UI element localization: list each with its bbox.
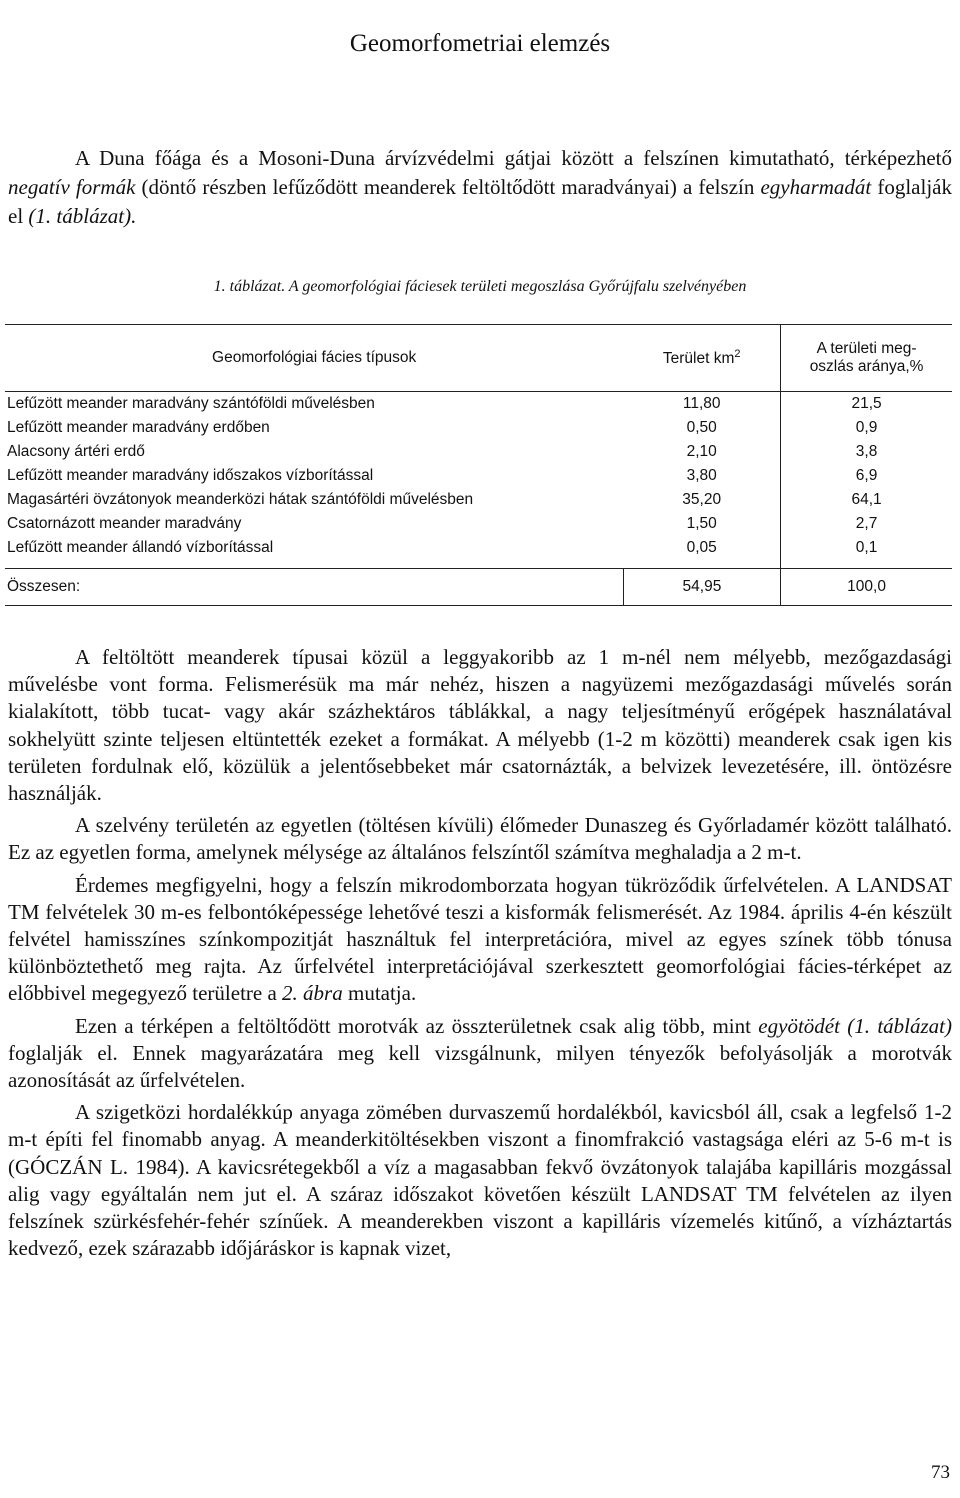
row-type: Lefűzött meander állandó vízborítással xyxy=(7,539,274,556)
table-caption: 1. táblázat. A geomorfológiai fáciesek területi megoszlása Győrújfalu szelvényében xyxy=(213,278,747,295)
row-area: 11,80 xyxy=(682,395,721,412)
row-type: Lefűzött meander maradvány erdőben xyxy=(7,419,270,436)
header-share-line2: oszlás aránya,% xyxy=(809,358,924,375)
facies-table xyxy=(5,324,952,606)
header-area-sup: 2 xyxy=(734,347,741,360)
intro-italic-2: egyharmadát xyxy=(760,175,872,199)
table-total-row xyxy=(5,569,952,606)
row-type: Alacsony ártéri erdő xyxy=(7,443,145,460)
row-share: 3,8 xyxy=(781,440,952,464)
body-text xyxy=(8,644,952,1267)
row-area: 0,05 xyxy=(686,539,717,556)
row-type: Csatornázott meander maradvány xyxy=(7,515,242,532)
table-row xyxy=(5,464,952,488)
page-title: Geomorfometriai elemzés xyxy=(349,30,611,57)
intro-italic-3: (1. táblázat). xyxy=(28,204,137,228)
row-share: 0,1 xyxy=(781,536,952,569)
table-row xyxy=(5,488,952,512)
intro-paragraph xyxy=(8,144,952,231)
row-area: 0,50 xyxy=(686,419,717,436)
table-row xyxy=(5,416,952,440)
intro-italic-1: negatív formák xyxy=(8,175,136,199)
row-area: 2,10 xyxy=(686,443,717,460)
row-share: 6,9 xyxy=(781,464,952,488)
total-share: 100,0 xyxy=(781,569,952,606)
row-type: Magasártéri övzátonyok meanderközi hátak szántóföldi művelésben xyxy=(7,491,474,508)
row-type: Lefűzött meander maradvány szántóföldi művelésben xyxy=(7,395,375,412)
paragraph-3-end: mutatja. xyxy=(342,981,417,1006)
paragraph-1: A feltöltött meanderek típusai közül a leggyakoribb az 1 m-nél nem mélyebb, mezőgazdasági művelésbe vont forma. Felismerésük ma már nehéz, hiszen a nagyüzemi mezőgazdasági művelés során kialakított, több tucat- vagy akár százhektáros táblákkal, a nagy teljesítményű erőgépek használatával sokhelyütt szinte teljesen eltüntették ezeket a formákat. A mélyebb (1-2 m közötti) meanderek csak igen kis területen fordulnak elő, közülük a jelentősebbeket már csatornázták, a belvizek levezetésére, ill. öntözésre használják. xyxy=(8,645,952,806)
row-share: 2,7 xyxy=(781,512,952,536)
table-row xyxy=(5,440,952,464)
paragraph-4-italic: egyötödét (1. táblázat) xyxy=(758,1013,952,1038)
intro-text-3: foglalják el xyxy=(8,175,952,228)
paragraph-4-text-a: Ezen a térképen a feltöltődött morotvák az összterületnek csak alig több, mint xyxy=(75,1013,759,1038)
total-label: Összesen: xyxy=(7,578,81,595)
row-share: 21,5 xyxy=(781,392,952,417)
paragraph-5: A szigetközi hordalékkúp anyaga zömében durvaszemű hordalékból, kavicsból áll, csak a legfelső 1-2 m-t építi fel finomabb anyag. A meanderkitöltésekben viszont a finomfrakció vastagsága eléri az 5-6 m-t is (GÓCZÁN L. 1984). A kavicsrétegekből a víz a magasabban fekvő övzátonyok talajába kapilláris mozgással alig vagy egyáltalán nem jut el. A száraz időszakot követően készült LANDSAT TM felvételen az ilyen felszínek szürkésfehér-fehér színűek. A meanderekben viszont a kapilláris vízemelés kitűnő, a vízháztartás kedvező, ezek szárazabb időjáráskor is kapnak vizet, xyxy=(8,1100,952,1261)
header-area xyxy=(623,325,780,392)
row-type: Lefűzött meander maradvány időszakos vízborítással xyxy=(7,467,374,484)
header-share xyxy=(781,325,952,392)
facies-table-wrapper xyxy=(5,324,952,606)
row-area: 3,80 xyxy=(686,467,717,484)
row-share: 64,1 xyxy=(781,488,952,512)
paragraph-4-text-b: foglalják el. Ennek magyarázatára meg kell vizsgálnunk, milyen tényezők befolyásolják a morotvák azonosítását az űrfelvételen. xyxy=(8,1040,952,1093)
header-area-label: Terület km xyxy=(662,350,735,368)
table-row xyxy=(5,512,952,536)
table-row xyxy=(5,392,952,417)
paragraph-4 xyxy=(8,1013,952,1095)
row-area: 35,20 xyxy=(682,491,722,508)
paragraph-3 xyxy=(8,872,952,1008)
row-share: 0,9 xyxy=(781,416,952,440)
row-area: 1,50 xyxy=(686,515,717,532)
page-number: 73 xyxy=(931,1462,950,1483)
table-header-row xyxy=(5,325,952,392)
intro-text-1: A Duna főága és a Mosoni-Duna árvízvédelmi gátjai között a felszínen kimutatható, térképezhető xyxy=(75,146,952,170)
header-type: Geomorfológiai fácies típusok xyxy=(212,349,417,366)
header-share-line1: A területi meg- xyxy=(816,340,917,357)
paragraph-3-figure-ref: 2. ábra xyxy=(282,981,343,1006)
table-row xyxy=(5,536,952,569)
paragraph-2: A szelvény területén az egyetlen (töltésen kívüli) élőmeder Dunaszeg és Győrladamér között található. Ez az egyetlen forma, amelynek mélysége az általános felszíntől számítva meghaladja a 2 m-t. xyxy=(8,813,952,865)
total-area: 54,95 xyxy=(623,569,780,606)
intro-text-2: (döntő részben lefűződött meanderek feltöltődött maradványai) a felszín xyxy=(135,175,761,199)
paragraph-3-text: Érdemes megfigyelni, hogy a felszín mikrodomborzata hogyan tükröződik űrfelvételen. A LANDSAT TM felvételek 30 m-es felbontóképessége lehetővé teszi a kisformák felismerését. Az 1984. április 4-én készült felvétel hamisszínes színkompozitját használtuk fel interpretációra, mivel az egyes színek több tónusa különböztethető meg rajta. Az űrfelvétel interpretációjával szerkesztett geomorfológiai fácies-térképet az előbbivel megegyező területre a xyxy=(8,872,952,1006)
